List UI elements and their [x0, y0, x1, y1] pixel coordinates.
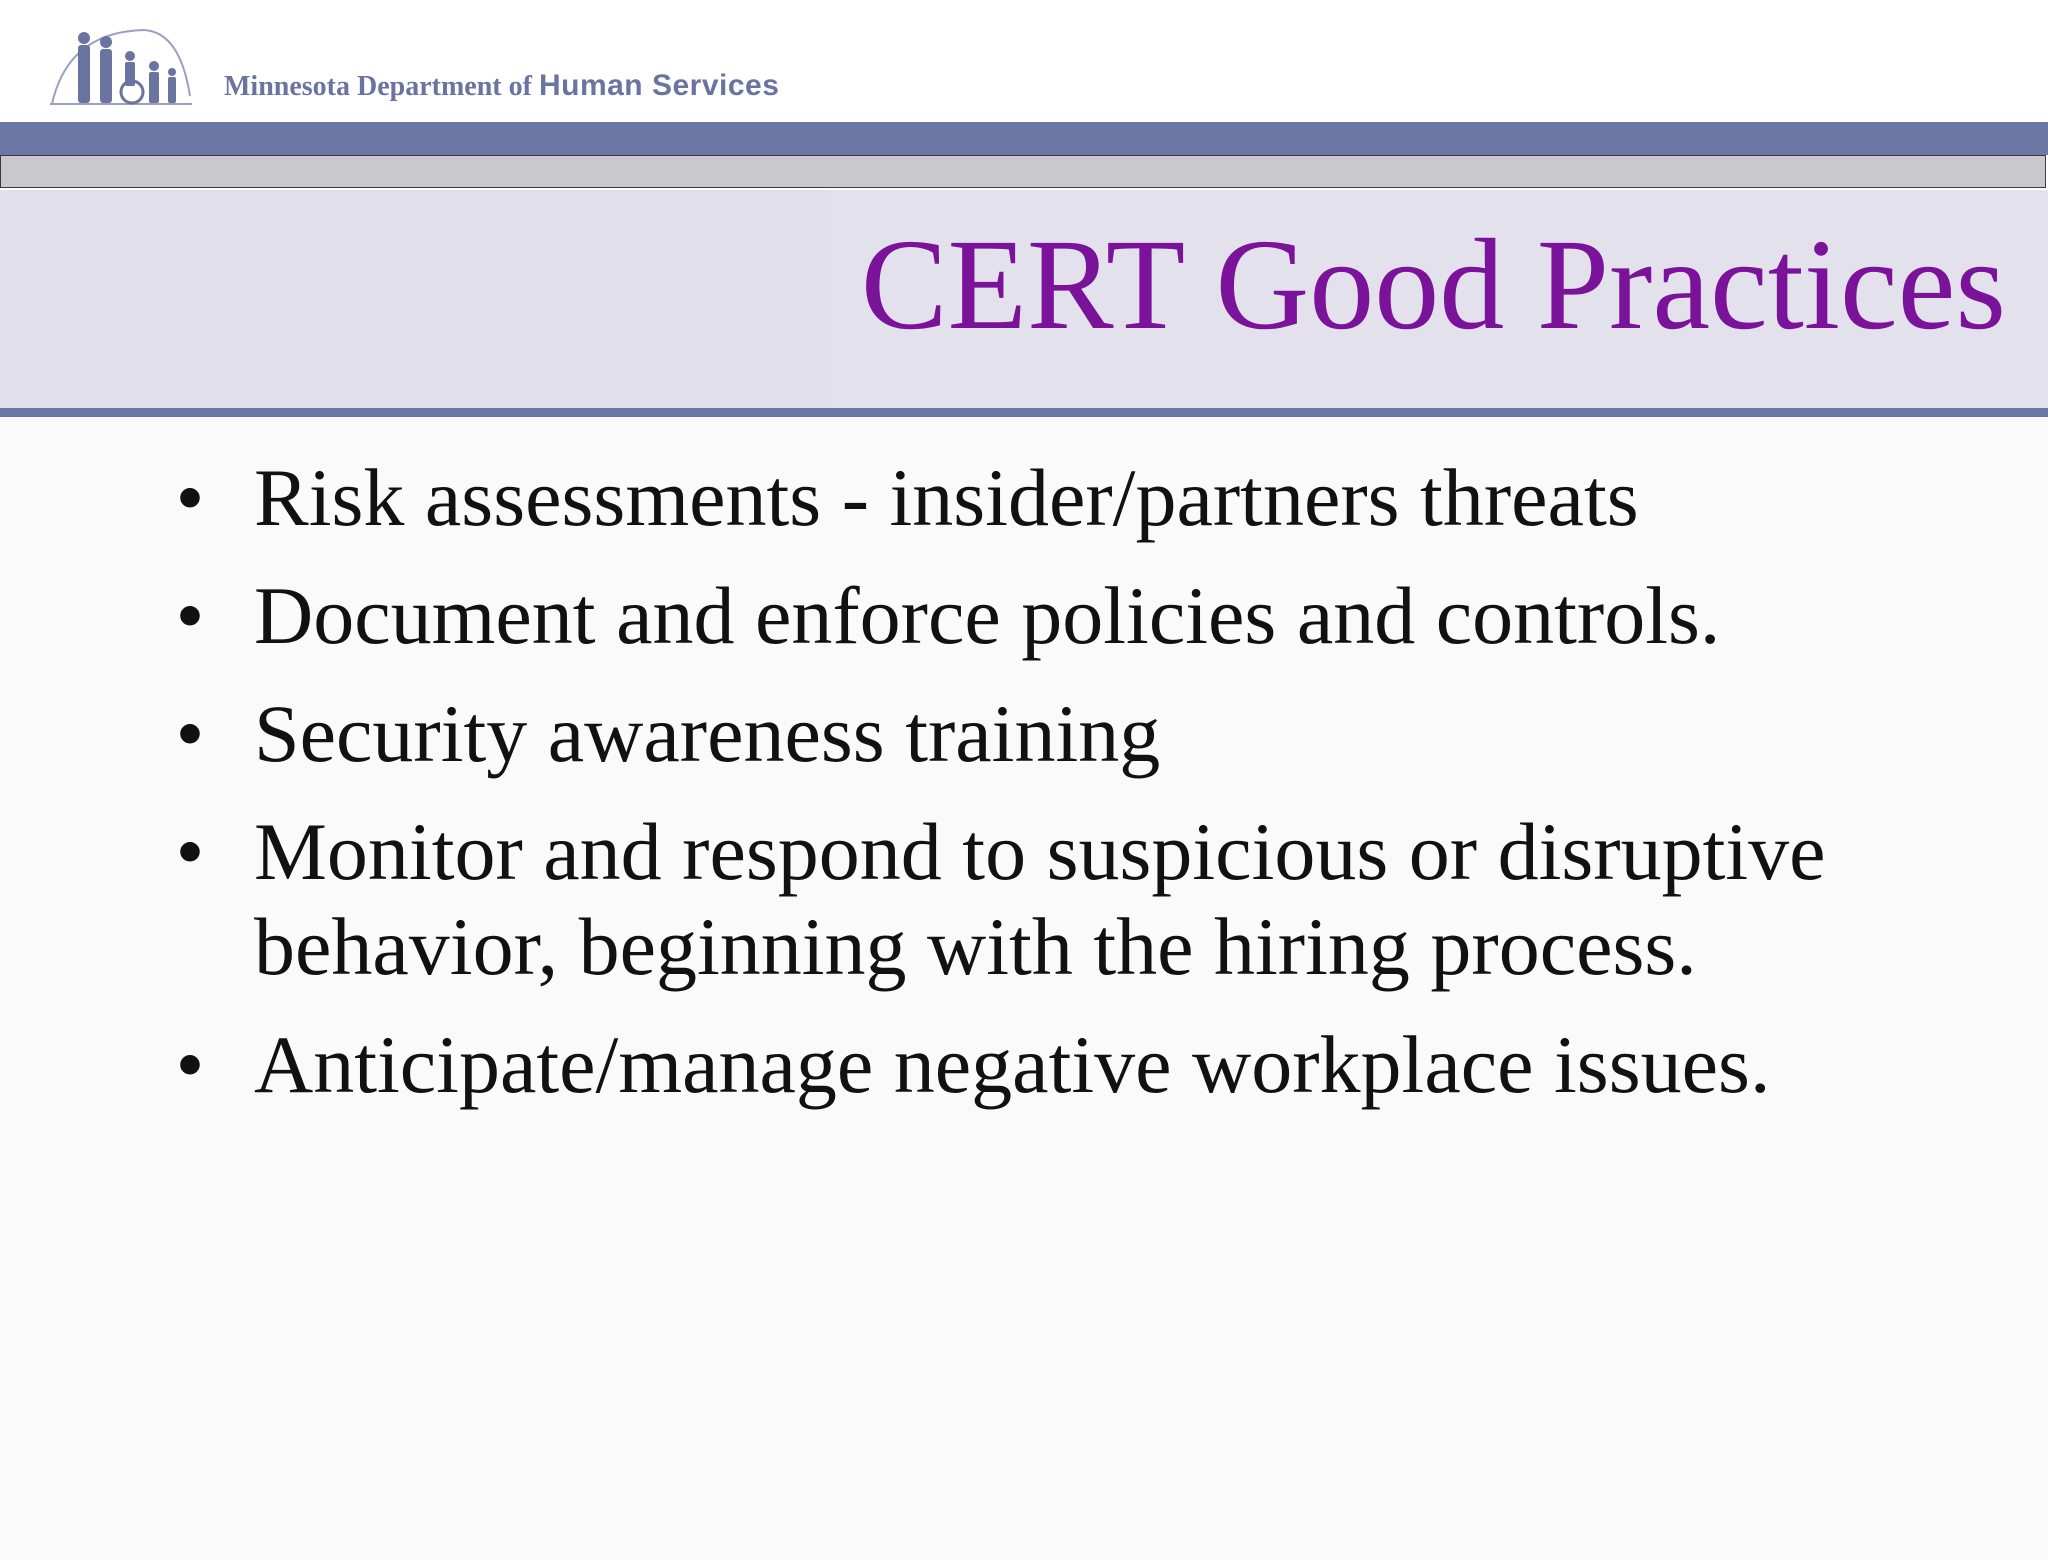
- slide-title: CERT Good Practices: [860, 213, 2006, 357]
- family-figures-logo-icon: [48, 24, 194, 108]
- organization-name-strong: Human Services: [538, 69, 780, 102]
- title-band-shade: [0, 190, 830, 408]
- bullet-text: Risk assessments - insider/partners threats: [254, 452, 1639, 543]
- organization-name: [224, 66, 779, 107]
- bullet-icon: •: [175, 806, 205, 897]
- header-accent-bar: [0, 122, 2048, 155]
- bullet-text: Anticipate/manage negative workplace issues.: [254, 1019, 1771, 1110]
- bullet-icon: •: [175, 1019, 205, 1110]
- bullet-text: Monitor and respond to suspicious or disruptive behavior, beginning with the hiring process.: [254, 806, 1826, 992]
- bullet-text: Security awareness training: [254, 688, 1161, 779]
- organization-name-prefix: Minnesota Department of: [224, 71, 532, 102]
- bullet-list: [170, 450, 1990, 1135]
- bullet-item: [170, 1017, 1990, 1112]
- bullet-icon: •: [175, 688, 205, 779]
- bullet-item: [170, 450, 1990, 545]
- bullet-item: [170, 804, 1990, 994]
- bullet-item: [170, 686, 1990, 781]
- title-underline-bar: [0, 408, 2048, 417]
- bullet-text: Document and enforce policies and controls.: [254, 570, 1721, 661]
- bullet-icon: •: [175, 570, 205, 661]
- bullet-item: [170, 568, 1990, 663]
- header-logo-area: [0, 0, 2048, 122]
- header-gray-bar: [0, 155, 2046, 188]
- bullet-icon: •: [175, 452, 205, 543]
